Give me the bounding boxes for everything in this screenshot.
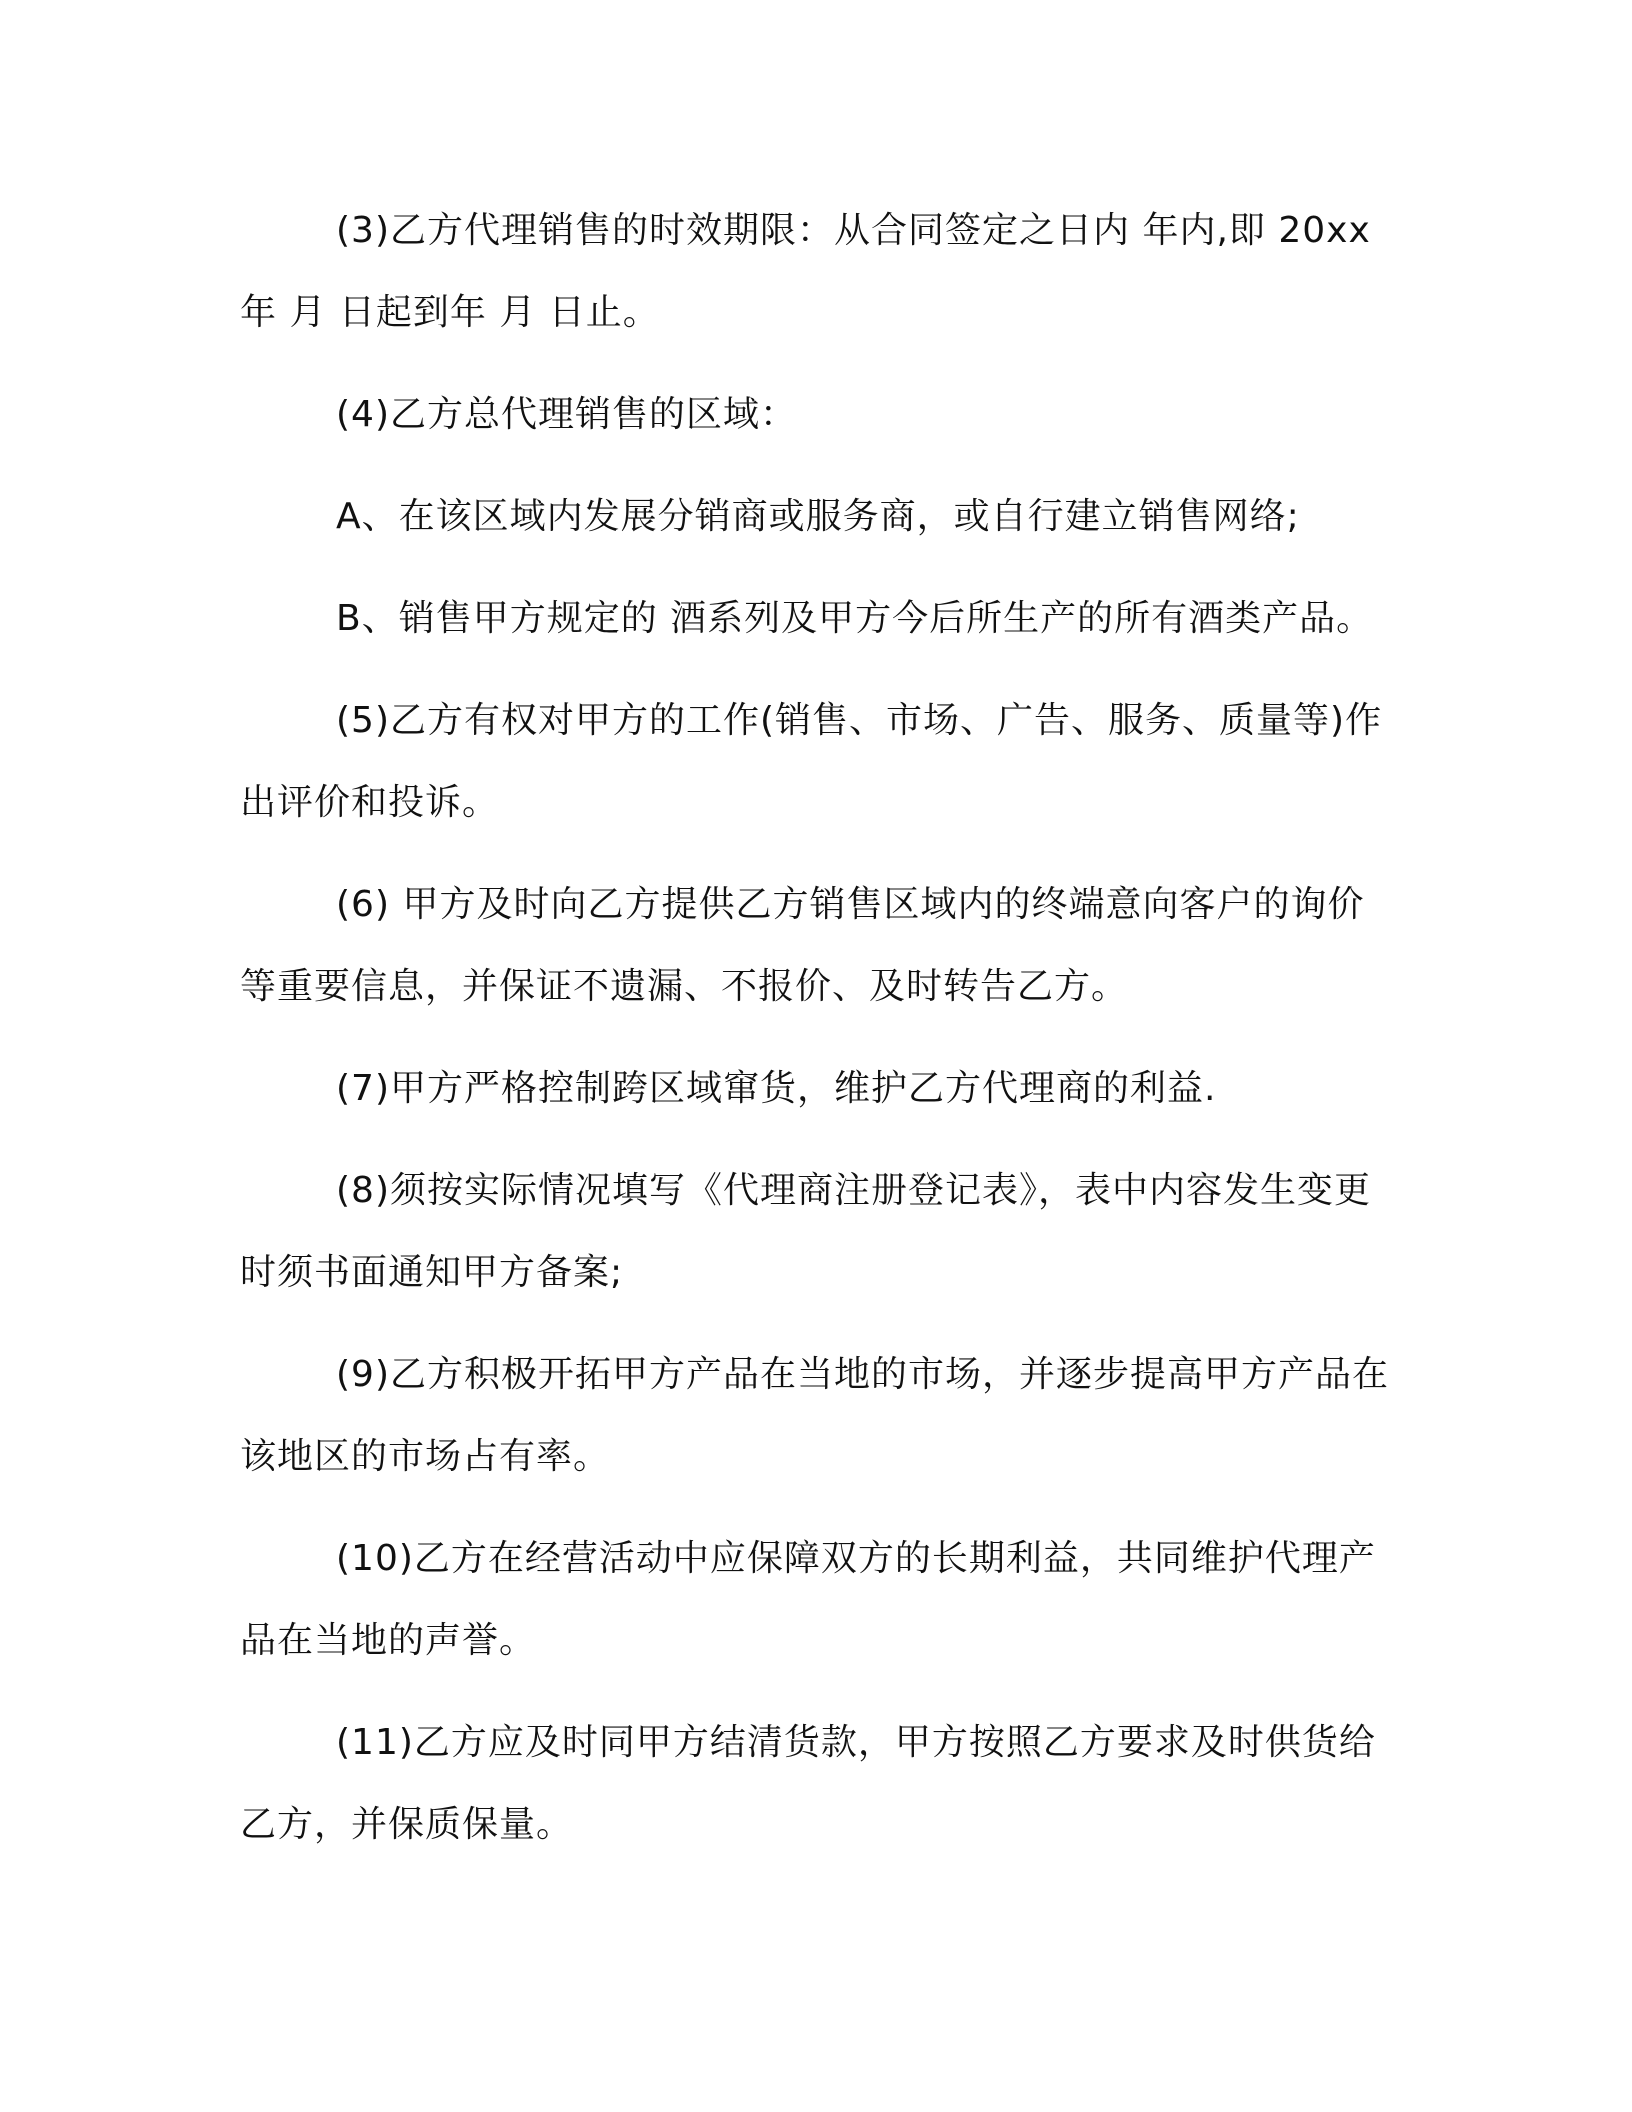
paragraph-clause-10: (10)乙方在经营活动中应保障双方的长期利益，共同维护代理产品在当地的声誉。 bbox=[240, 1538, 1376, 1661]
paragraph-clause-6: (6) 甲方及时向乙方提供乙方销售区域内的终端意向客户的询价等重要信息，并保证不遗漏、不报价、及时转告乙方。 bbox=[240, 884, 1365, 1007]
paragraph-clause-8: (8)须按实际情况填写《代理商注册登记表》，表中内容发生变更时须书面通知甲方备案; bbox=[240, 1170, 1371, 1293]
paragraph-clause-5: (5)乙方有权对甲方的工作(销售、市场、广告、服务、质量等)作出评价和投诉。 bbox=[240, 700, 1383, 823]
paragraph-item-a: A、在该区域内发展分销商或服务商，或自行建立销售网络; bbox=[336, 496, 1300, 537]
paragraph-item-b: B、销售甲方规定的 酒系列及甲方今后所生产的所有酒类产品。 bbox=[336, 598, 1374, 639]
paragraph-clause-7: (7)甲方严格控制跨区域窜货，维护乙方代理商的利益. bbox=[336, 1068, 1217, 1109]
document-body bbox=[240, 190, 1400, 1866]
paragraph-clause-9: (9)乙方积极开拓甲方产品在当地的市场，并逐步提高甲方产品在该地区的市场占有率。 bbox=[240, 1354, 1389, 1477]
paragraph-clause-4: (4)乙方总代理销售的区域： bbox=[336, 394, 797, 435]
paragraph-clause-11: (11)乙方应及时同甲方结清货款，甲方按照乙方要求及时供货给乙方，并保质保量。 bbox=[240, 1722, 1376, 1845]
paragraph-clause-3: (3)乙方代理销售的时效期限：从合同签定之日内 年内,即 20xx 年 月 日起到年 月 日止。 bbox=[240, 210, 1371, 333]
